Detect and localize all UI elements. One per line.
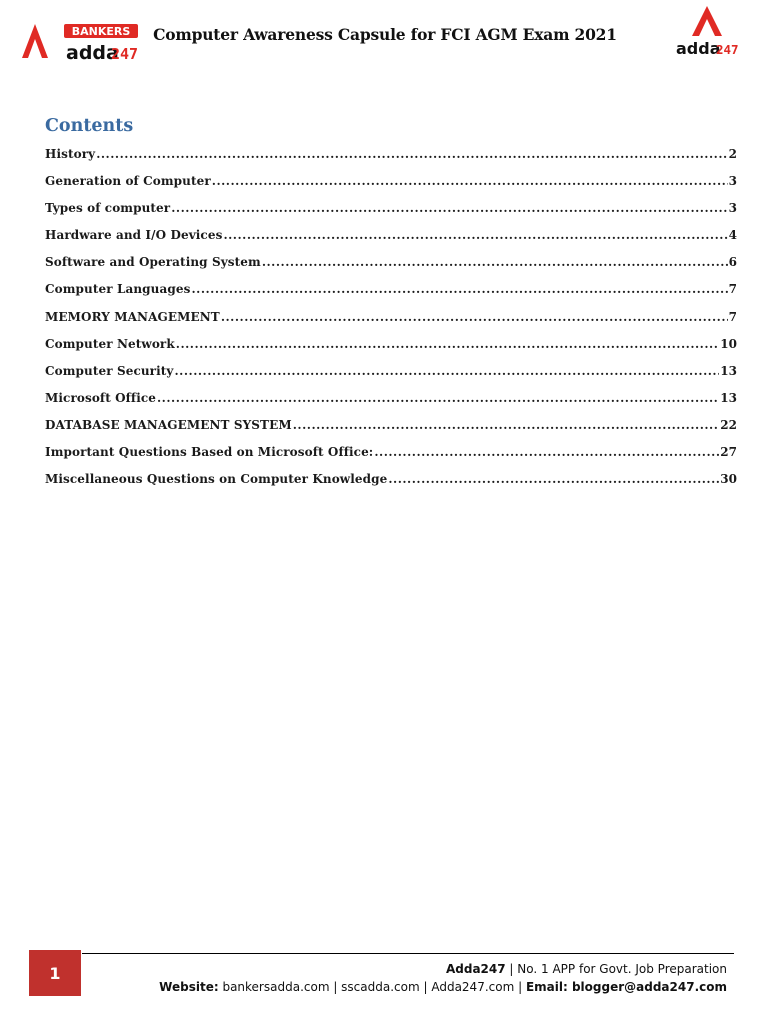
toc-entry-microsoft-office[interactable] bbox=[45, 391, 737, 418]
toc-entry-page: 10 bbox=[720, 336, 737, 351]
logo-wordmark: adda bbox=[66, 42, 119, 64]
contents-heading: Contents bbox=[45, 116, 134, 136]
toc-entry-page: 2 bbox=[728, 147, 737, 161]
toc-entry-page: 13 bbox=[720, 390, 737, 405]
toc-entry-page: 6 bbox=[728, 255, 737, 270]
toc-dot-leader bbox=[374, 445, 719, 459]
toc-dot-leader bbox=[388, 472, 719, 486]
footer-website-label: Website: bbox=[159, 980, 219, 994]
footer-divider bbox=[82, 953, 734, 954]
toc-entry-page: 30 bbox=[720, 472, 737, 487]
footer-tagline bbox=[446, 962, 727, 976]
toc-entry-page: 4 bbox=[728, 228, 737, 243]
logo-wordmark-suffix: 247 bbox=[716, 42, 739, 56]
toc-entry-software-operating-system[interactable] bbox=[45, 255, 737, 282]
toc-entry-page: 3 bbox=[728, 201, 737, 216]
toc-entry-page: 7 bbox=[728, 282, 737, 297]
toc-entry-title: Computer Network bbox=[45, 336, 175, 351]
toc-dot-leader bbox=[221, 310, 728, 324]
toc-dot-leader bbox=[212, 174, 728, 188]
toc-entry-title: Important Questions Based on Microsoft Office: bbox=[45, 445, 374, 460]
footer-tagline-text: | No. 1 APP for Govt. Job Preparation bbox=[505, 962, 727, 976]
toc-dot-leader bbox=[293, 418, 720, 432]
toc-entry-hardware-io-devices[interactable] bbox=[45, 228, 737, 255]
footer-email-link[interactable]: blogger@adda247.com bbox=[567, 980, 727, 994]
toc-entry-page: 7 bbox=[728, 309, 737, 324]
toc-entry-computer-network[interactable] bbox=[45, 337, 737, 364]
toc-entry-title: Miscellaneous Questions on Computer Knowledge bbox=[45, 472, 388, 487]
toc-entry-page: 27 bbox=[720, 445, 737, 460]
toc-entry-title: Microsoft Office bbox=[45, 390, 156, 405]
adda247-logo bbox=[676, 4, 742, 56]
toc-entry-title: History bbox=[45, 147, 96, 161]
footer-website-links[interactable]: bankersadda.com | sscadda.com | Adda247.com | bbox=[218, 980, 526, 994]
toc-entry-title: Generation of Computer bbox=[45, 174, 211, 189]
toc-entry-title: MEMORY MANAGEMENT bbox=[45, 309, 220, 324]
toc-dot-leader bbox=[262, 255, 728, 269]
toc-entry-page: 13 bbox=[720, 363, 737, 378]
toc-dot-leader bbox=[171, 201, 727, 215]
logo-wordmark-suffix: 247 bbox=[111, 45, 139, 63]
toc-entry-computer-languages[interactable] bbox=[45, 282, 737, 309]
toc-entry-memory-management[interactable] bbox=[45, 310, 737, 337]
toc-entry-generation-of-computer[interactable] bbox=[45, 174, 737, 201]
toc-dot-leader bbox=[191, 282, 727, 296]
toc-entry-history[interactable] bbox=[45, 147, 737, 174]
bankers-badge-text: BANKERS bbox=[71, 25, 131, 39]
page-number: 1 bbox=[49, 963, 61, 983]
toc-dot-leader bbox=[157, 391, 719, 405]
table-of-contents bbox=[45, 147, 737, 499]
toc-dot-leader bbox=[96, 147, 727, 161]
toc-dot-leader bbox=[223, 228, 727, 242]
toc-entry-types-of-computer[interactable] bbox=[45, 201, 737, 228]
document-header-title: Computer Awareness Capsule for FCI AGM Exam 2021 bbox=[153, 25, 617, 44]
footer-email-label: Email: bbox=[525, 980, 568, 994]
toc-entry-title: Types of computer bbox=[45, 201, 171, 216]
toc-entry-title: Computer Security bbox=[45, 363, 174, 378]
logo-wordmark: adda bbox=[676, 39, 721, 56]
toc-dot-leader bbox=[174, 364, 719, 378]
toc-dot-leader bbox=[176, 337, 720, 351]
toc-entry-title: Hardware and I/O Devices bbox=[45, 228, 223, 243]
toc-entry-computer-security[interactable] bbox=[45, 364, 737, 391]
toc-entry-important-questions-ms-office[interactable] bbox=[45, 445, 737, 472]
toc-entry-title: Software and Operating System bbox=[45, 255, 261, 270]
toc-entry-title: Computer Languages bbox=[45, 282, 191, 297]
footer-contact bbox=[159, 980, 727, 994]
toc-entry-database-management-system[interactable] bbox=[45, 418, 737, 445]
footer-brand: Adda247 bbox=[445, 962, 506, 976]
toc-entry-page: 22 bbox=[720, 417, 737, 432]
toc-entry-page: 3 bbox=[728, 174, 737, 189]
toc-entry-miscellaneous-questions[interactable] bbox=[45, 472, 737, 499]
page-number-badge bbox=[29, 950, 81, 996]
toc-entry-title: DATABASE MANAGEMENT SYSTEM bbox=[45, 417, 292, 432]
